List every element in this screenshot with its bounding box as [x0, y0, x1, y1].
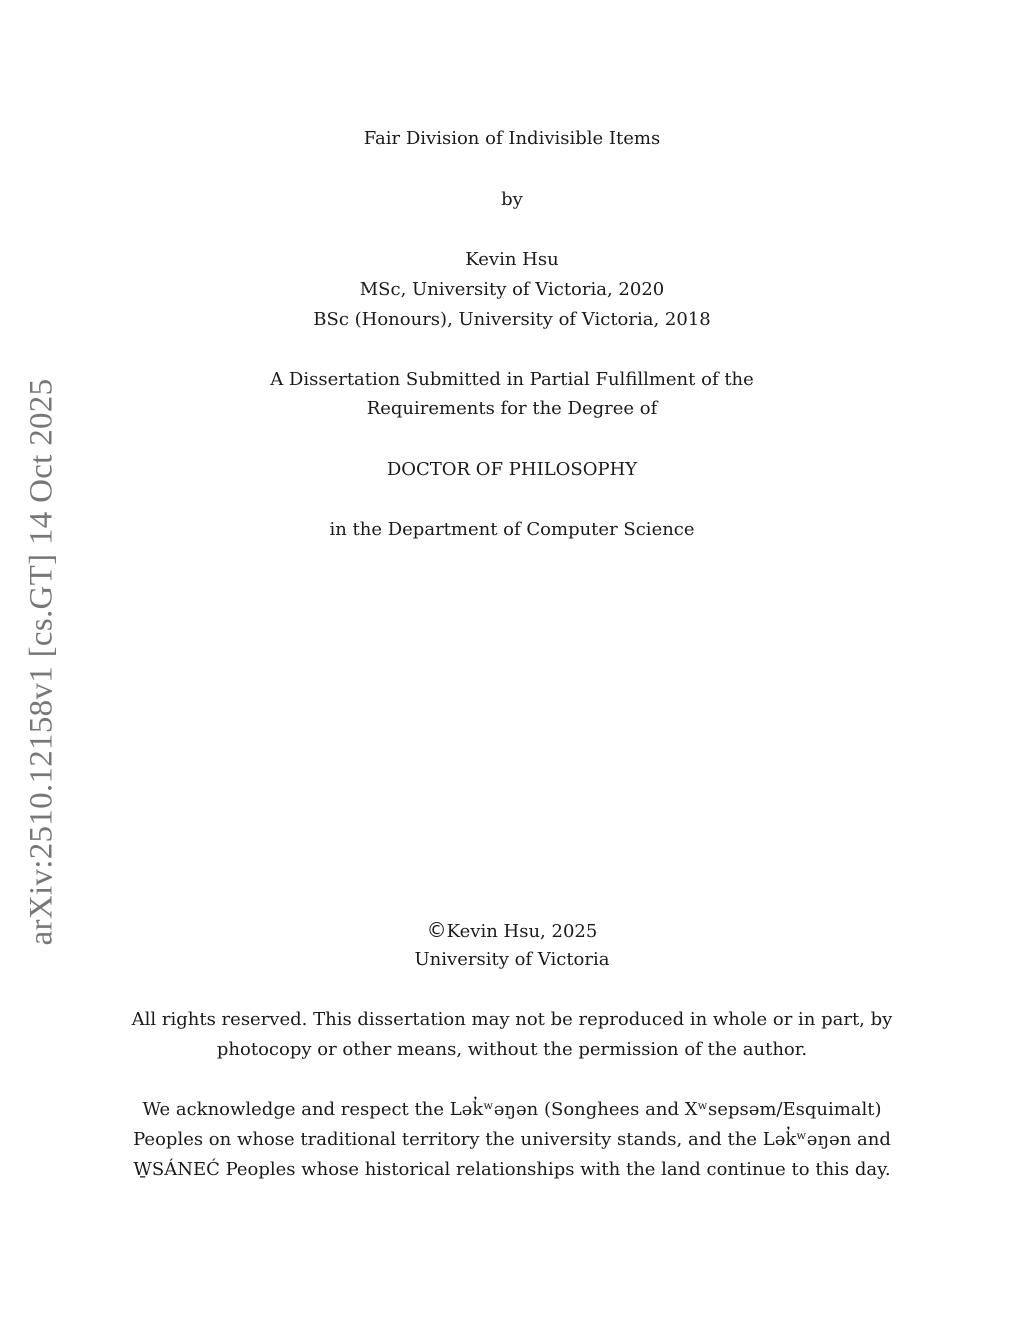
copyright-institution: University of Victoria: [414, 949, 610, 970]
submission-statement-line2: Requirements for the Degree of: [366, 398, 658, 419]
author-degree-msc: MSc, University of Victoria, 2020: [359, 279, 665, 300]
author-degree-bsc: BSc (Honours), University of Victoria, 2018: [313, 309, 711, 330]
author-name: Kevin Hsu: [465, 249, 559, 270]
copyright-holder: Kevin Hsu, 2025: [446, 921, 598, 942]
copyright-line: [0, 919, 1024, 943]
land-acknowledgement-line3: W̱SÁNEĆ Peoples whose historical relationships with the land continue to this day.: [133, 1159, 891, 1180]
copyright-icon: ©: [426, 918, 447, 942]
land-acknowledgement-line2: Peoples on whose traditional territory the university stands, and the Lək̓ʷəŋən and: [133, 1129, 891, 1150]
by-label: by: [501, 189, 523, 210]
arxiv-identifier-stamp: arXiv:2510.12158v1 [cs.GT] 14 Oct 2025: [23, 378, 60, 946]
submission-statement-line1: A Dissertation Submitted in Partial Fulfillment of the: [270, 369, 754, 390]
land-acknowledgement-line1: We acknowledge and respect the Lək̓ʷəŋən (Songhees and Xʷsepsəm/Esquimalt): [142, 1099, 882, 1120]
department-statement: in the Department of Computer Science: [329, 519, 695, 540]
rights-statement-line2: photocopy or other means, without the permission of the author.: [216, 1039, 808, 1060]
dissertation-title: Fair Division of Indivisible Items: [363, 128, 661, 149]
rights-statement-line1: All rights reserved. This dissertation may not be reproduced in whole or in part, by: [131, 1009, 893, 1030]
degree-name: DOCTOR OF PHILOSOPHY: [386, 459, 638, 480]
